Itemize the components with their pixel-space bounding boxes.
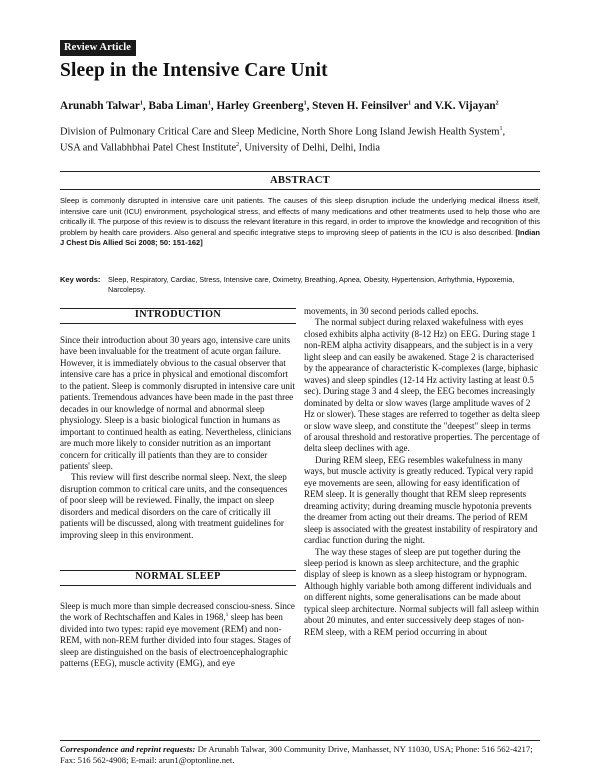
article-title: Sleep in the Intensive Care Unit bbox=[60, 60, 328, 81]
left-column bbox=[60, 335, 296, 541]
affiliation-text: , bbox=[502, 126, 506, 138]
author-name: Harley Greenberg bbox=[216, 100, 304, 112]
abstract-body bbox=[60, 196, 540, 249]
affiliation-text: USA and Vallabhbhai Patel Chest Institute bbox=[60, 142, 237, 154]
correspondence-footnote bbox=[60, 744, 544, 766]
author-separator: , bbox=[306, 100, 313, 112]
affiliation-text: Division of Pulmonary Critical Care and Sleep Medicine, North Shore Long Island Jewish Health System bbox=[60, 126, 500, 138]
footnote-text: Dr Arunabh Talwar, 300 Community Drive, Manhasset, NY 11030, USA; Phone: 516 562-4217; Fax: 516 562-4908; E-mail: arun1@optonline.net. bbox=[60, 744, 533, 765]
affiliations bbox=[60, 123, 550, 155]
author-separator: , bbox=[142, 100, 149, 112]
paragraph: The normal subject during relaxed wakefulness with eyes closed exhibits alpha activity (8-12 Hz) on EEG. During stage 1 non-REM alpha activity disappears, and the subject is in a very light sleep and can easily be awakened. Stage 2 is characterised by the appearance of characteristic K-complexes (large, biphasic waves) and sleep spindles (12-14 Hz activity lasting at least 0.5 sec). During stage 3 and 4 sleep, the EEG becomes increasingly dominated by delta or slow waves (large amplitude waves of 2 Hz or slower). These stages are referred to together as delta sleep or slow wave sleep, and constitute the "deepest" sleep in terms of arousal threshold and restorative properties. The percentage of delta sleep declines with age. bbox=[304, 317, 540, 454]
author-list bbox=[60, 100, 499, 112]
abstract-heading: ABSTRACT bbox=[269, 175, 331, 186]
section-heading-normal-sleep: NORMAL SLEEP bbox=[135, 571, 221, 582]
keywords-label: Key words: bbox=[60, 275, 101, 284]
author-affiliation-mark: 2 bbox=[495, 100, 499, 107]
paragraph: This review will first describe normal sleep. Next, the sleep disruption common to critical care units, and the consequences of poor sleep will be reviewed. Finally, the impact on sleep disorders and medical disorders on the care of critically ill patients will be discussed, along with treatment guidelines for improving sleep in this environment. bbox=[60, 472, 288, 540]
divider bbox=[60, 171, 540, 172]
abstract-text: Sleep is commonly disrupted in intensive care unit patients. The causes of this sleep disruption include the underlying medical illness itself, intensive care unit (ICU) environment, psychological stress, and effects of many medications and other treatments used to help those who are critically ill. The purpose of this review is to discuss the relevant literature in this regard, in order to improve the knowledge and recognition of this problem by health care providers. Also general and specific integrative steps to improving sleep of patients in the ICU is also described. bbox=[60, 196, 540, 237]
footnote-label: Correspondence and reprint requests: bbox=[60, 744, 196, 754]
left-column-continued bbox=[60, 601, 296, 670]
author-affiliation-mark: 1 bbox=[408, 100, 412, 107]
paragraph-text: Sleep is much more than simple decreased consciou-sness. Since the work of Rechtschaffen and Kales in 1968, bbox=[60, 601, 295, 623]
author-name: Steven H. Feinsilver bbox=[312, 100, 409, 112]
author-separator: , bbox=[210, 100, 217, 112]
paragraph: During REM sleep, EEG resembles wakefulness in many ways, but muscle activity is greatly reduced. Typical very rapid eye movements are seen, allowing for easy identification of REM sleep. It is generally thought that REM sleep represents dreaming activity; during dreaming muscle hypotonia prevents the dreamer from acting out their dreams. The period of REM sleep is associated with the greatest instability of respiratory and cardiac function during the night. bbox=[304, 454, 538, 546]
author-name: Baba Liman bbox=[148, 100, 208, 112]
author-affiliation-mark: 1 bbox=[303, 100, 307, 107]
paragraph: movements, in 30 second periods called epochs. bbox=[304, 306, 479, 316]
affiliation-mark: 1 bbox=[499, 126, 503, 132]
author-name: Arunabh Talwar bbox=[60, 100, 140, 112]
footnote-divider bbox=[60, 740, 540, 741]
author-affiliation-mark: 1 bbox=[139, 100, 143, 107]
author-separator: and bbox=[411, 100, 435, 112]
paragraph bbox=[60, 601, 296, 670]
author-affiliation-mark: 1 bbox=[207, 100, 211, 107]
affiliation-mark: 2 bbox=[236, 141, 240, 148]
keywords-text: Sleep, Respiratory, Cardiac, Stress, Intensive care, Oximetry, Breathing, Apnea, Obesity, Hypertension, Arrhythmia, Hypoxemia, Narcolepsy. bbox=[108, 275, 515, 294]
paragraph: Since their introduction about 30 years ago, intensive care units have been invaluable for the treatment of acute organ failure. However, it is immediately obvious to the casual observer that intensive care has a price in physical and emotional discomfort to the patient. Sleep is commonly disrupted in intensive care unit patients. Tremendous advances have been made in the past three decades in our knowledge of normal and abnormal sleep physiology. Sleep is a basic biological function in humans as important to continued health as eating. Nevertheless, clinicians are much more likely to consider nutrition as an important concern for critically ill patients than they are to consider patients' sleep. bbox=[60, 335, 295, 471]
section-heading-introduction: INTRODUCTION bbox=[134, 309, 222, 320]
author-name: V.K. Vijayan bbox=[434, 100, 496, 112]
divider bbox=[60, 189, 540, 190]
paragraph-text: sleep has been divided into two types: rapid eye movement (REM) and non-REM, with non-REM further divided into four stages. Stages of sleep are distinguished on the basis of electroencephalographic patterns (EEG), muscle activity (EMG), and eye bbox=[60, 612, 291, 669]
reference-mark: 1 bbox=[225, 612, 229, 619]
affiliation-text: , University of Delhi, Delhi, India bbox=[239, 142, 380, 154]
journal-citation: [Indian J Chest Dis Allied Sci 2008; 50: 151-162] bbox=[60, 227, 540, 248]
paragraph: The way these stages of sleep are put together during the sleep period is known as sleep architecture, and the graphic display of sleep is known as a sleep histogram or hypnogram. Although highly variable both among different individuals and on different nights, some generalisations can be made about typical sleep architecture. Normal subjects will fall asleep within about 20 minutes, and enter successively deep stages of non-REM sleep, with a REM period occurring in about bbox=[304, 546, 539, 637]
article-type-badge: Review Article bbox=[60, 40, 136, 56]
right-column bbox=[304, 306, 540, 638]
